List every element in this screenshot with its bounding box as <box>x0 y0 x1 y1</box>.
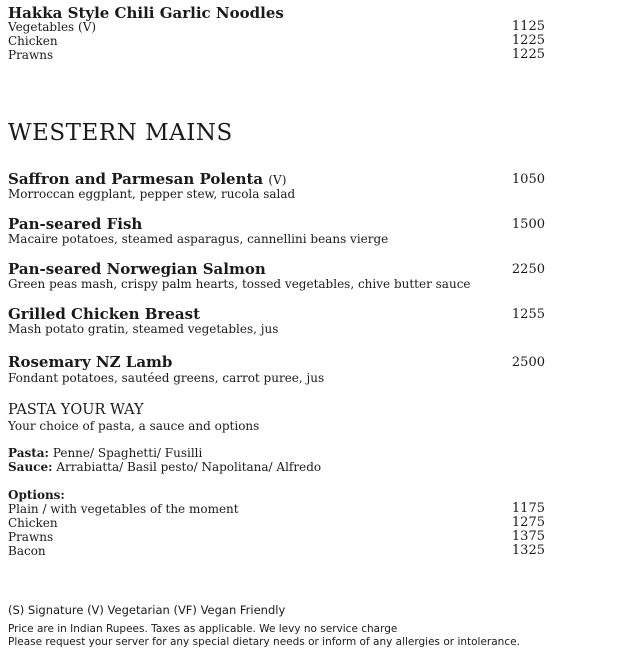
pasta-option-price: 1375 <box>511 529 545 544</box>
dish-tag: (V) <box>268 173 287 187</box>
sauce-value: Arrabiatta/ Basil pesto/ Napolitana/ Alfredo <box>56 460 322 474</box>
pasta-subtitle: Your choice of pasta, a sauce and options <box>8 419 260 433</box>
dish-price: 2500 <box>511 355 545 370</box>
dish-name: Grilled Chicken Breast <box>8 305 201 323</box>
price-note: Price are in Indian Rupees. Taxes as applicable. We levy no service charge <box>8 623 398 635</box>
hakka-option-price: 1125 <box>511 19 545 34</box>
dish-name: Pan-seared Norwegian Salmon <box>8 260 266 278</box>
dish-description: Macaire potatoes, steamed asparagus, cannellini beans vierge <box>8 232 389 246</box>
section-title: WESTERN MAINS <box>8 120 233 146</box>
sauce-choices <box>8 460 321 474</box>
dish-description: Mash potato gratin, steamed vegetables, jus <box>8 322 279 336</box>
dish-name: Rosemary NZ Lamb <box>8 353 173 371</box>
dish-name <box>8 170 286 188</box>
pasta-option-price: 1175 <box>511 501 545 516</box>
hakka-option-price: 1225 <box>511 47 545 62</box>
pasta-title: PASTA YOUR WAY <box>8 402 144 418</box>
pasta-option-label: Prawns <box>8 530 54 544</box>
pasta-value: Penne/ Spaghetti/ Fusilli <box>52 446 203 460</box>
dish-price: 1050 <box>511 172 545 187</box>
pasta-option-price: 1275 <box>511 515 545 530</box>
sauce-label: Sauce: <box>8 460 53 474</box>
dish-name: Pan-seared Fish <box>8 215 143 233</box>
pasta-option-label: Bacon <box>8 544 46 558</box>
dish-description: Fondant potatoes, sautéed greens, carrot puree, jus <box>8 371 325 385</box>
dish-price: 1255 <box>511 307 545 322</box>
pasta-label: Pasta: <box>8 446 49 460</box>
dietary-legend: (S) Signature (V) Vegetarian (VF) Vegan Friendly <box>8 603 286 617</box>
allergy-note: Please request your server for any special dietary needs or inform of any allergies or intolerance. <box>8 636 520 648</box>
dish-description: Green peas mash, crispy palm hearts, tossed vegetables, chive butter sauce <box>8 277 471 291</box>
hakka-title: Hakka Style Chili Garlic Noodles <box>8 4 284 22</box>
hakka-option-label: Prawns <box>8 48 54 62</box>
pasta-option-label: Chicken <box>8 516 58 530</box>
options-label: Options: <box>8 488 65 502</box>
pasta-option-price: 1325 <box>511 543 545 558</box>
pasta-option-label: Plain / with vegetables of the moment <box>8 502 239 516</box>
pasta-choices <box>8 446 202 460</box>
dish-name-text: Saffron and Parmesan Polenta <box>8 170 264 188</box>
dish-price: 1500 <box>511 217 545 232</box>
hakka-option-label: Vegetables (V) <box>8 20 97 34</box>
dish-description: Morroccan eggplant, pepper stew, rucola salad <box>8 187 296 201</box>
dish-price: 2250 <box>511 262 545 277</box>
hakka-option-label: Chicken <box>8 34 58 48</box>
hakka-option-price: 1225 <box>511 33 545 48</box>
